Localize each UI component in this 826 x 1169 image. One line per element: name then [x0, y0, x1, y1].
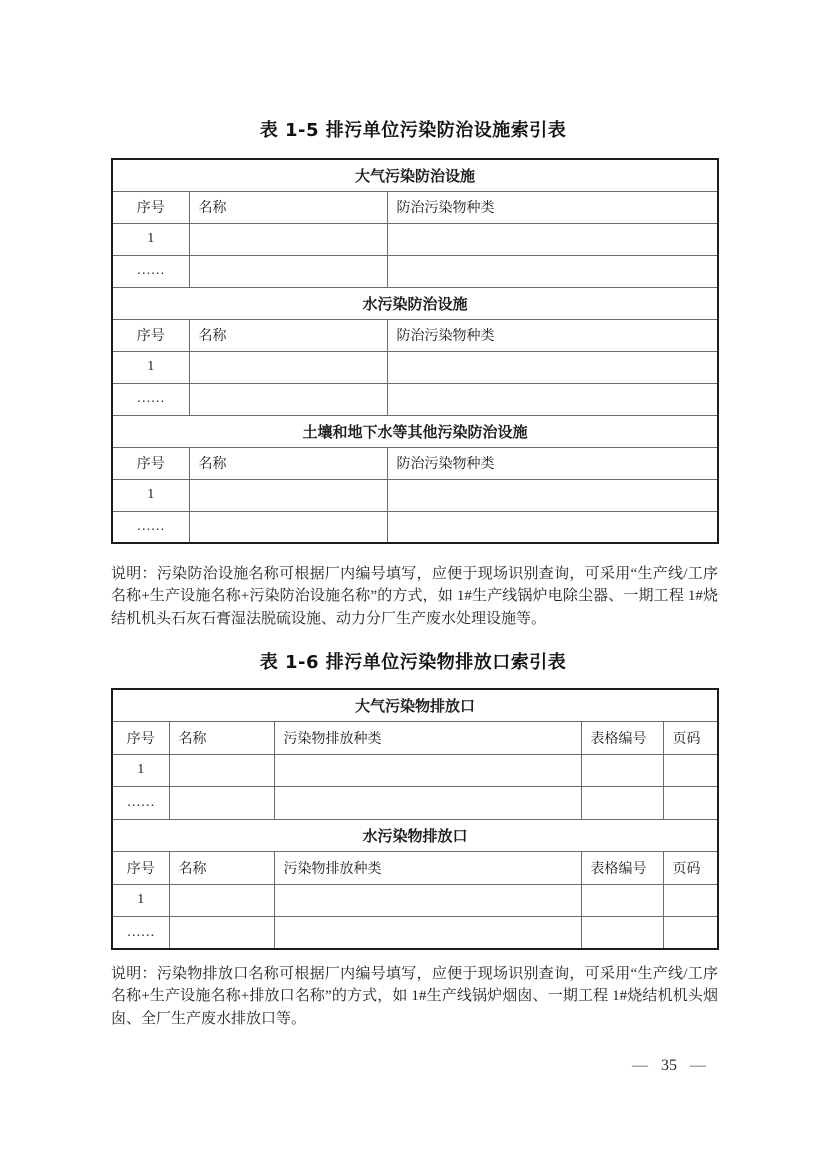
table-cell	[663, 884, 718, 917]
table-cell	[663, 754, 718, 787]
column-header: 页码	[663, 852, 718, 885]
column-header: 防治污染物种类	[387, 319, 718, 351]
row-index-cell: 1	[112, 884, 169, 917]
table-cell	[169, 884, 274, 917]
section-header: 水污染防治设施	[112, 287, 718, 319]
column-header: 表格编号	[581, 852, 663, 885]
row-index-cell: 1	[112, 223, 189, 255]
footer-right-dash: —	[690, 1057, 706, 1074]
table-cell	[663, 787, 718, 820]
row-index-cell: ……	[112, 255, 189, 287]
column-header: 序号	[112, 447, 189, 479]
column-header: 防治污染物种类	[387, 191, 718, 223]
table-1-6-title: 表 1-6 排污单位污染物排放口索引表	[259, 652, 567, 673]
table-cell	[387, 511, 718, 543]
table-1-6	[111, 688, 719, 950]
column-header: 污染物排放种类	[274, 852, 581, 885]
row-index-cell: ……	[112, 511, 189, 543]
row-index-cell: 1	[112, 351, 189, 383]
page-number: 35	[661, 1057, 677, 1074]
table-1-5-title: 表 1-5 排污单位污染防治设施索引表	[259, 120, 567, 141]
table-cell	[169, 917, 274, 950]
table-cell	[189, 479, 387, 511]
table-cell	[169, 787, 274, 820]
table-cell	[274, 787, 581, 820]
section-header: 土壤和地下水等其他污染防治设施	[112, 415, 718, 447]
column-header: 页码	[663, 722, 718, 755]
table-cell	[387, 479, 718, 511]
table-cell	[581, 787, 663, 820]
table-cell	[274, 884, 581, 917]
table-cell	[189, 383, 387, 415]
table-cell	[274, 917, 581, 950]
table-cell	[189, 255, 387, 287]
column-header: 名称	[169, 852, 274, 885]
column-header: 名称	[189, 191, 387, 223]
table-cell	[189, 223, 387, 255]
column-header: 序号	[112, 191, 189, 223]
column-header: 防治污染物种类	[387, 447, 718, 479]
column-header: 序号	[112, 319, 189, 351]
section-header: 大气污染物排放口	[112, 689, 718, 722]
table-cell	[387, 223, 718, 255]
table-cell	[387, 351, 718, 383]
table-cell	[387, 383, 718, 415]
row-index-cell: ……	[112, 383, 189, 415]
table-1-5-note: 说明：污染防治设施名称可根据厂内编号填写，应便于现场识别查询，可采用“生产线/工序名称+生产设施名称+污染防治设施名称”的方式，如 1#生产线锅炉电除尘器、一期工程 1#烧结机机头石灰石膏湿法脱硫设施、动力分厂生产废水处理设施等。	[111, 566, 718, 627]
page-footer	[632, 1057, 706, 1075]
table-cell	[581, 884, 663, 917]
column-header: 序号	[112, 852, 169, 885]
table-cell	[189, 511, 387, 543]
table-1-6-grid	[111, 688, 719, 950]
table-cell	[663, 917, 718, 950]
table-1-6-note: 说明：污染物排放口名称可根据厂内编号填写，应便于现场识别查询，可采用“生产线/工序名称+生产设施名称+排放口名称”的方式，如 1#生产线锅炉烟囱、一期工程 1#烧结机机头烟囱、全厂生产废水排放口等。	[111, 966, 718, 1027]
column-header: 表格编号	[581, 722, 663, 755]
column-header: 污染物排放种类	[274, 722, 581, 755]
row-index-cell: ……	[112, 917, 169, 950]
column-header: 名称	[189, 447, 387, 479]
footer-left-dash: —	[632, 1057, 648, 1074]
table-cell	[274, 754, 581, 787]
section-header: 水污染物排放口	[112, 819, 718, 852]
row-index-cell: ……	[112, 787, 169, 820]
table-cell	[189, 351, 387, 383]
column-header: 序号	[112, 722, 169, 755]
table-1-5	[111, 158, 719, 544]
column-header: 名称	[169, 722, 274, 755]
table-cell	[581, 754, 663, 787]
table-cell	[387, 255, 718, 287]
section-header: 大气污染防治设施	[112, 159, 718, 191]
table-1-5-grid	[111, 158, 719, 544]
table-cell	[581, 917, 663, 950]
row-index-cell: 1	[112, 754, 169, 787]
table-cell	[169, 754, 274, 787]
row-index-cell: 1	[112, 479, 189, 511]
column-header: 名称	[189, 319, 387, 351]
